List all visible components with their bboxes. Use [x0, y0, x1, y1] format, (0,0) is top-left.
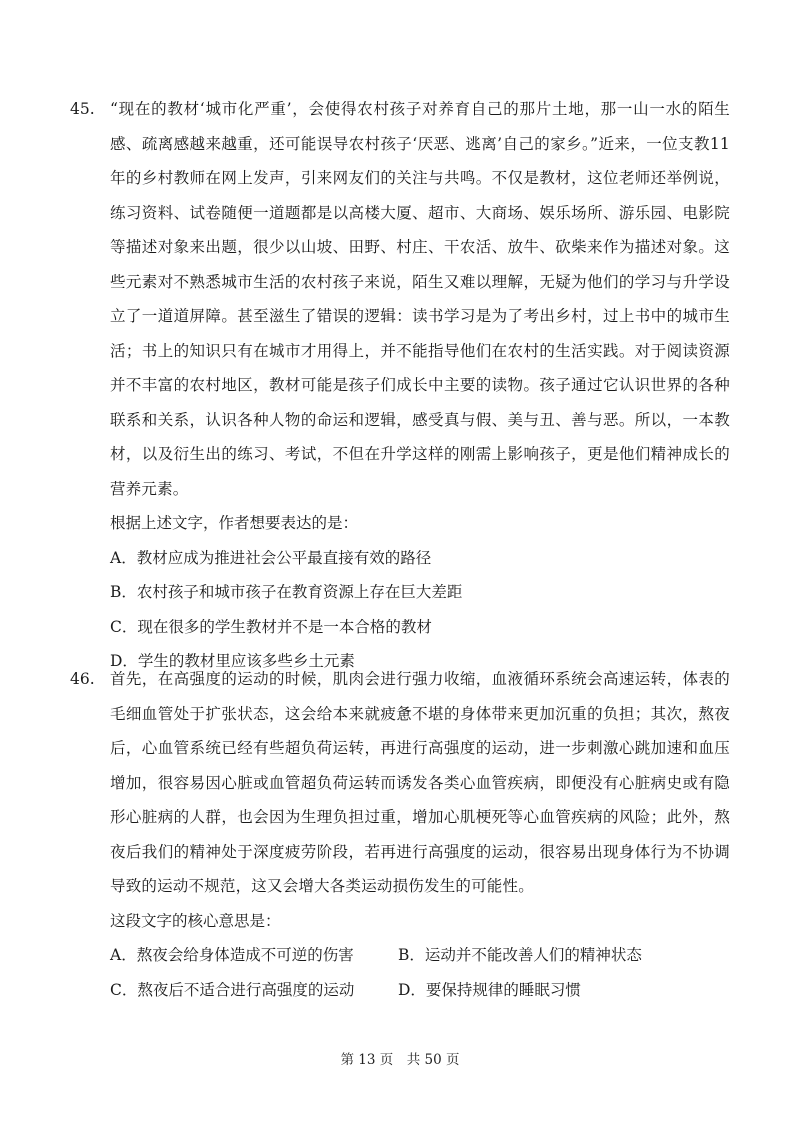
- option-a[interactable]: A．教材应成为推进社会公平最直接有效的路径: [110, 548, 432, 567]
- option-b[interactable]: B．农村孩子和城市孩子在教育资源上存在巨大差距: [110, 583, 463, 601]
- question-stem: 首先，在高强度的运动的时候，肌肉会进行强力收缩，血液循环系统会高速运转，体表的毛细血管处于扩张状态，这会给本来就疲惫不堪的身体带来更加沉重的负担；其次，熬夜后，心血管系统已经有些超负荷运转，再进行高强度的运动，进一步刺激心跳加速和血压增加，很容易因心脏或血管超负荷运转而诱发各类心血管疾病，即便没有心脏病史或有隐形心脏病的人群，也会因为生理负担过重，增加心肌梗死等心血管疾病的风险；此外，熬夜后我们的精神处于深度疲劳阶段，若再进行高强度的运动，很容易出现身体行为不协调导致的运动不规范，这又会增大各类运动损伤发生的可能性。: [110, 670, 730, 895]
- question-number: 45.: [70, 100, 95, 118]
- option-row: [110, 973, 730, 1008]
- option-c[interactable]: C．现在很多的学生教材并不是一本合格的教材: [110, 617, 432, 636]
- option-a[interactable]: A．熬夜会给身体造成不可逆的伤害: [110, 946, 354, 964]
- option-d[interactable]: D．要保持规律的睡眠习惯: [398, 980, 581, 999]
- option-d[interactable]: D．学生的教材里应该多些乡土元素: [110, 652, 355, 670]
- question-46: [70, 662, 730, 1007]
- question-number: 46.: [70, 670, 95, 688]
- question-stem: “现在的教材‘城市化严重’，会使得农村孩子对养育自己的那片土地，那一山一水的陌生感、疏离感越来越重，还可能误导农村孩子‘厌恶、逃离’自己的家乡。”近来，一位支教11年的乡村教师在网上发声，引来网友们的关注与共鸣。不仅是教材，这位老师还举例说，练习资料、试卷随便一道题都是以高楼大厦、超市、大商场、娱乐场所、游乐园、电影院等描述对象来出题，很少以山坡、田野、村庄、干农活、放牛、砍柴来作为描述对象。这些元素对不熟悉城市生活的农村孩子来说，陌生又难以理解，无疑为他们的学习与升学设立了一道道屏障。甚至滋生了错误的逻辑：读书学习是为了考出乡村，过上书中的城市生活；书上的知识只有在城市才用得上，并不能指导他们在农村的生活实践。对于阅读资源并不丰富的农村地区，教材可能是孩子们成长中主要的读物。孩子通过它认识世界的各种联系和关系，认识各种人物的命运和逻辑，感受真与假、美与丑、善与恶。所以，一本教材，以及衍生出的练习、考试，不但在升学这样的刚需上影响孩子，更是他们精神成长的营养元素。: [110, 100, 730, 498]
- option-row: [110, 938, 730, 973]
- question-prompt: 根据上述文字，作者想要表达的是：: [110, 514, 359, 532]
- page-number: 第 13 页 共 50 页: [340, 1052, 460, 1068]
- option-c[interactable]: C．熬夜后不适合进行高强度的运动: [110, 980, 355, 999]
- question-45: [70, 92, 730, 679]
- option-b[interactable]: B．运动并不能改善人们的精神状态: [398, 946, 642, 964]
- question-prompt: 这段文字的核心意思是：: [110, 911, 281, 930]
